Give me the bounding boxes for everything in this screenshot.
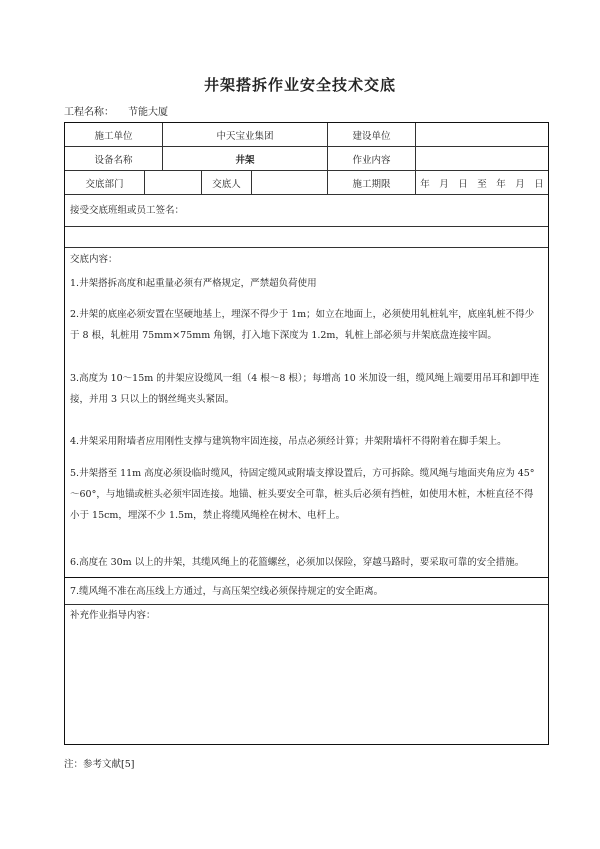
label-briefer: 交底人	[202, 171, 252, 194]
value-department	[145, 171, 202, 194]
document-title: 井架搭拆作业安全技术交底	[203, 76, 396, 94]
value-construction-unit: 中天宝业集团	[163, 123, 328, 146]
table-row	[65, 147, 548, 171]
content-label: 交底内容：	[70, 254, 118, 265]
label-work-content: 作业内容	[328, 147, 416, 170]
signature-label: 接受交底班组或员工签名：	[70, 205, 185, 216]
footnote: 注：参考文献[5]	[64, 759, 135, 770]
supplement-label: 补充作业指导内容：	[70, 610, 156, 621]
supplement-section	[65, 605, 548, 744]
signature-row	[65, 195, 548, 227]
project-value: 节能大厦	[128, 107, 168, 118]
content-item-6: 6.高度在 30m 以上的井架，其缆风绳上的花篮螺丝，必须加以保险，穿越马路时，要采取可靠的安全措施。	[70, 557, 525, 568]
label-department: 交底部门	[65, 171, 145, 194]
table-row	[65, 123, 548, 147]
value-period: 年 月 日 至 年 月 日	[420, 178, 544, 190]
table-row	[65, 171, 548, 195]
content-item-5: 5.井架搭至 11m 高度必须设临时缆风，待固定缆风或附墙支撑设置后，方可拆除。缆风绳与地面夹角应为 45°～60°，与地锚或桩头必须牢固连接。地锚、桩头要安全可靠，桩头后必须有挡桩，如使用木桩，木桩直径不得小于 15cm，埋深不少 1.5m，禁止将缆风绳栓在树木、电杆上。	[70, 468, 535, 521]
value-work-content	[416, 147, 548, 170]
content-item-3: 3.高度为 10～15m 的井架应设缆风一组（4 根～8 根）；每增高 10 米加设一组，缆风绳上端要用吊耳和卸甲连接，并用 3 只以上的钢丝绳夹头紧固。	[70, 373, 540, 405]
briefing-table	[64, 122, 549, 745]
label-construction-unit: 施工单位	[65, 123, 163, 146]
label-owner-unit: 建设单位	[328, 123, 416, 146]
content-section	[65, 248, 548, 578]
content-item-2: 2.井架的底座必须安置在坚硬地基上，埋深不得少于 1m；如立在地面上，必须使用轧桩轧牢，底座轧桩不得少于 8 根，轧桩用 75mm×75mm 角钢，打入地下深度为 1.2m，轧桩上部必须与井架底盘连接牢固。	[70, 309, 535, 341]
value-briefer	[252, 171, 328, 194]
content-item-7-row	[65, 578, 548, 605]
blank-row	[65, 227, 548, 248]
content-item-7: 7.缆风绳不准在高压线上方通过，与高压架空线必须保持规定的安全距离。	[70, 586, 384, 597]
value-equipment: 井架	[163, 147, 328, 170]
content-item-4: 4.井架采用附墙者应用刚性支撑与建筑物牢固连接，吊点必须经计算；井架附墙杆不得附着在脚手架上。	[70, 436, 507, 447]
project-label: 工程名称：	[64, 107, 114, 118]
label-equipment: 设备名称	[65, 147, 163, 170]
label-period: 施工期限	[328, 171, 416, 194]
content-item-1: 1.井架搭拆高度和起重量必须有严格规定，严禁超负荷使用	[70, 278, 317, 289]
project-line	[64, 103, 168, 118]
value-owner-unit	[416, 123, 548, 146]
